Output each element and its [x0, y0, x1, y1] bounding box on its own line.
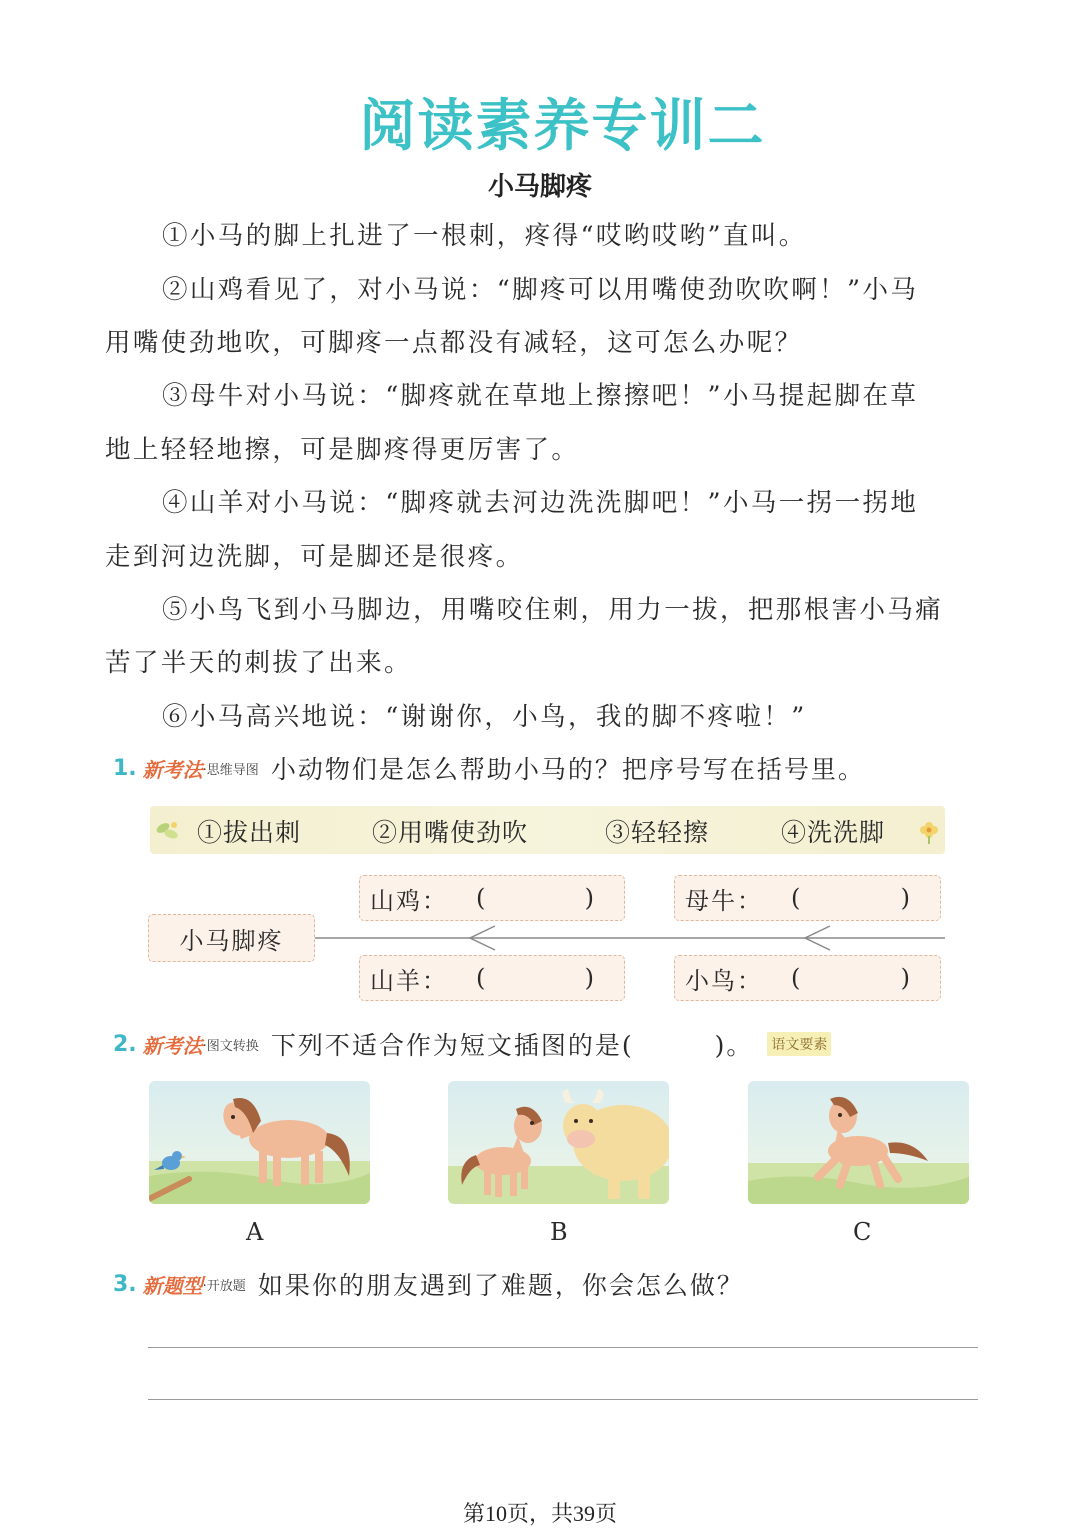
illustration-b	[448, 1081, 669, 1204]
mindmap-center	[148, 914, 315, 962]
passage-line: ②山鸡看见了，对小马说：“脚疼可以用嘴使劲吹吹啊！”小马	[162, 275, 919, 305]
option-item: ③轻轻擦	[605, 818, 710, 847]
question-tag: 新考法	[142, 757, 203, 782]
passage-line: ⑥小马高兴地说：“谢谢你，小鸟，我的脚不疼啦！”	[162, 702, 807, 732]
option-item: ②用嘴使劲吹	[372, 818, 529, 847]
page-footer: 第10页，共39页	[462, 1501, 617, 1526]
question-tag-sub: ·开放题	[202, 1278, 246, 1294]
option-label-b: B	[550, 1218, 568, 1246]
paren-right: )	[900, 884, 910, 912]
question-text: 下列不适合作为短文插图的是( )。	[270, 1031, 754, 1060]
answer-label: 母牛：	[685, 886, 763, 915]
option-label-c: C	[853, 1218, 872, 1246]
question-2-header	[113, 1026, 831, 1062]
paren-left: (	[476, 964, 486, 992]
question-text: 小动物们是怎么帮助小马的？把序号写在括号里。	[270, 755, 865, 784]
question-tag: 新题型	[142, 1273, 203, 1298]
story-title: 小马脚疼	[487, 172, 592, 202]
answer-label: 山鸡：	[370, 886, 448, 915]
question-text: 如果你的朋友遇到了难题，你会怎么做？	[257, 1271, 744, 1300]
passage-line: 苦了半天的刺拔了出来。	[105, 648, 412, 678]
question-tag-sub: ·思维导图	[202, 762, 259, 778]
question-number: 1.	[113, 755, 137, 781]
passage-line: ①小马的脚上扎进了一根刺，疼得“哎哟哎哟”直叫。	[162, 221, 807, 251]
option-item: ①拔出刺	[197, 818, 302, 847]
option-label-a: A	[246, 1218, 264, 1246]
answer-box-bird[interactable]	[674, 955, 941, 1001]
answer-box-pheasant[interactable]	[359, 875, 625, 921]
answer-writing-line[interactable]	[148, 1347, 978, 1348]
passage-line: 地上轻轻地擦，可是脚疼得更厉害了。	[105, 435, 580, 465]
paren-left: (	[476, 884, 486, 912]
answer-box-goat[interactable]	[359, 955, 625, 1001]
question-tag: 新考法	[142, 1033, 203, 1058]
flower-icon	[914, 816, 944, 846]
option-item: ④洗洗脚	[781, 818, 886, 847]
paren-left: (	[791, 884, 801, 912]
paren-right: )	[584, 884, 594, 912]
passage-line: 走到河边洗脚，可是脚还是很疼。	[105, 542, 524, 572]
mindmap-center-label: 小马脚疼	[179, 926, 284, 955]
question-number: 2.	[113, 1031, 137, 1057]
answer-label: 小鸟：	[685, 966, 763, 995]
answer-box-cow[interactable]	[674, 875, 941, 921]
passage-line: ③母牛对小马说：“脚疼就在草地上擦擦吧！”小马提起脚在草	[162, 381, 919, 411]
passage-line: ④山羊对小马说：“脚疼就去河边洗洗脚吧！”小马一拐一拐地	[162, 488, 919, 518]
illustration-c	[748, 1081, 969, 1204]
question-tag-sub: ·图文转换	[202, 1038, 259, 1054]
paren-right: )	[584, 964, 594, 992]
answer-writing-line[interactable]	[148, 1399, 978, 1400]
pony-with-cow-illustration[interactable]	[448, 1081, 669, 1204]
illustration-a	[149, 1081, 370, 1204]
paren-left: (	[791, 964, 801, 992]
pony-running-illustration[interactable]	[748, 1081, 969, 1204]
question-3-header	[113, 1266, 744, 1302]
page-title: 阅读素养专训二	[359, 94, 766, 159]
question-1-header	[113, 750, 865, 786]
question-number: 3.	[113, 1271, 137, 1297]
answer-label: 山羊：	[370, 966, 448, 995]
leaf-icon	[152, 816, 182, 846]
passage-line: ⑤小鸟飞到小马脚边，用嘴咬住刺，用力一拔，把那根害小马痛	[162, 595, 944, 625]
chinese-elements-badge: 语文要素	[767, 1032, 831, 1056]
pony-with-bird-illustration[interactable]	[149, 1081, 370, 1204]
paren-right: )	[900, 964, 910, 992]
passage-line: 用嘴使劲地吹，可脚疼一点都没有减轻，这可怎么办呢？	[105, 328, 803, 358]
